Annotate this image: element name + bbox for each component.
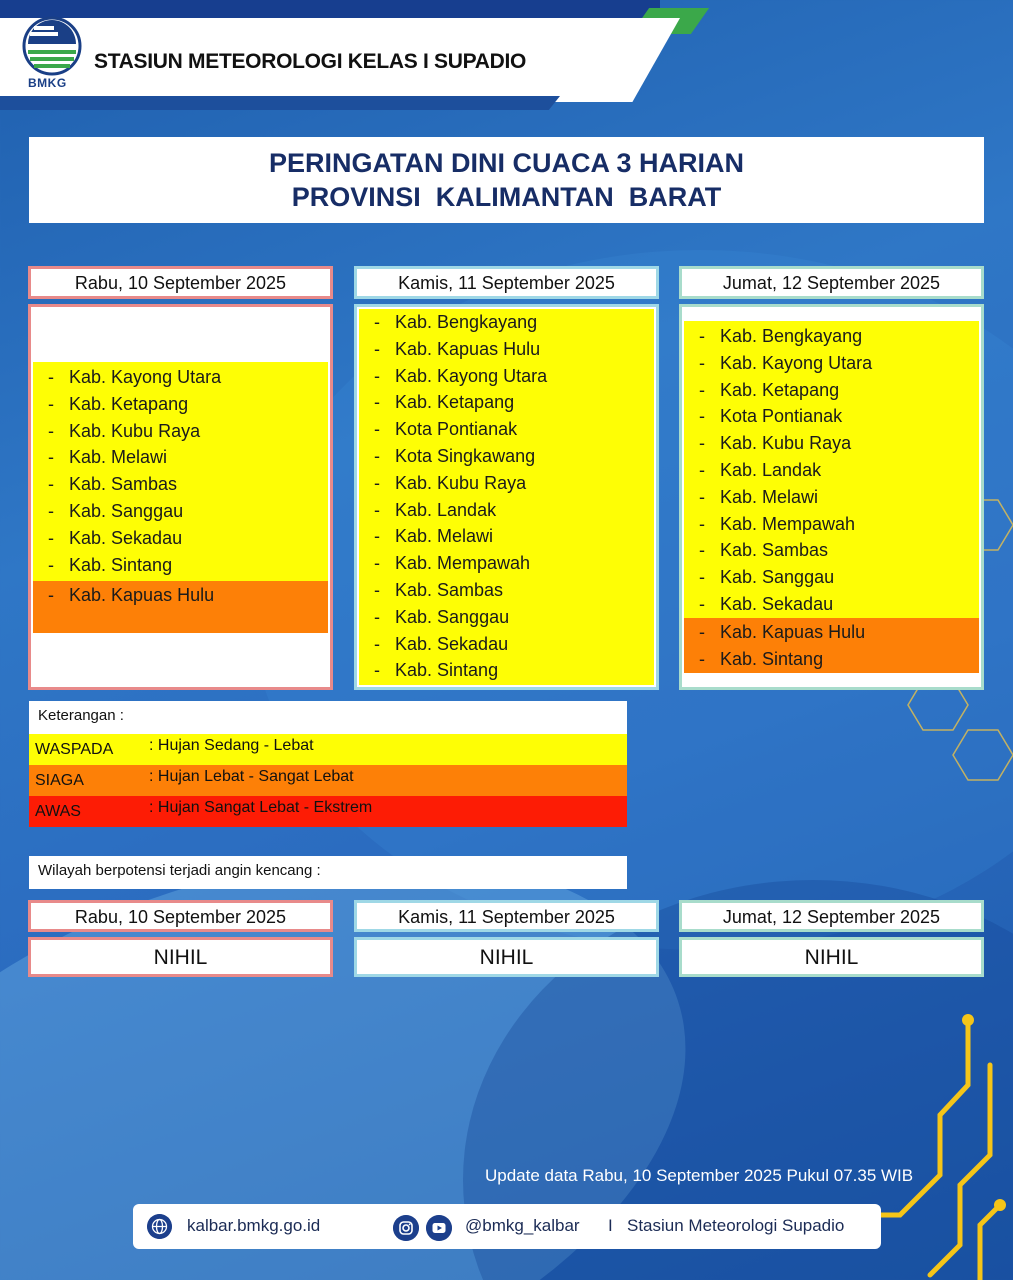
warning-list-day-3 xyxy=(679,304,984,690)
wind-heading: Wilayah berpotensi terjadi angin kencang : xyxy=(29,856,627,889)
list-item: - Kota Singkawang xyxy=(374,445,536,466)
wind-day-3: Jumat, 12 September 2025 xyxy=(679,900,984,932)
update-timestamp: Update data Rabu, 10 September 2025 Pukul 07.35 WIB xyxy=(485,1166,914,1185)
list-item: - Kab. Melawi xyxy=(699,486,819,507)
header-underline xyxy=(0,96,560,110)
instagram-icon[interactable] xyxy=(393,1215,419,1241)
station-name: STASIUN METEOROLOGI KELAS I SUPADIO xyxy=(94,50,527,73)
list-item: - Kab. Sekadau xyxy=(699,593,834,614)
list-item: - Kab. Sintang xyxy=(699,648,824,669)
list-item: - Kab. Ketapang xyxy=(374,392,515,413)
wind-value-2: NIHIL xyxy=(354,937,659,977)
list-item: - Kab. Kubu Raya xyxy=(699,433,852,454)
legend-row-awas xyxy=(29,796,627,827)
list-item: - Kab. Ketapang xyxy=(48,393,189,414)
footer-separator: I xyxy=(608,1216,613,1235)
list-item: - Kab. Mempawah xyxy=(699,513,856,534)
legend-level: WASPADA xyxy=(35,741,114,758)
wind-value-1: NIHIL xyxy=(28,937,333,977)
title-line-2: PROVINSI KALIMANTAN BARAT xyxy=(291,182,722,212)
legend-row-siaga xyxy=(29,765,627,796)
website-link[interactable]: kalbar.bmkg.go.id xyxy=(187,1216,321,1235)
legend-row-waspada xyxy=(29,734,627,765)
legend-desc: : Hujan Sedang - Lebat xyxy=(149,737,314,754)
legend-level: SIAGA xyxy=(35,772,84,789)
list-item: - Kab. Landak xyxy=(374,499,497,520)
waspada-block xyxy=(684,321,979,618)
list-item: - Kab. Kapuas Hulu xyxy=(699,622,866,642)
list-item: - Kab. Sambas xyxy=(699,540,829,561)
list-item: - Kab. Melawi xyxy=(48,447,168,468)
legend-desc: : Hujan Sangat Lebat - Ekstrem xyxy=(149,799,373,816)
list-item: - Kab. Sekadau xyxy=(374,633,509,654)
siaga-block xyxy=(684,618,979,673)
footer-station-name: Stasiun Meteorologi Supadio xyxy=(627,1216,845,1235)
list-item: - Kab. Sanggau xyxy=(374,606,510,627)
wind-value-3: NIHIL xyxy=(679,937,984,977)
list-item: - Kab. Sambas xyxy=(48,474,178,495)
wind-day-1: Rabu, 10 September 2025 xyxy=(28,900,333,932)
list-item: - Kab. Kubu Raya xyxy=(48,420,201,441)
globe-icon[interactable] xyxy=(147,1214,172,1239)
social-handle[interactable]: @bmkg_kalbar xyxy=(465,1216,580,1235)
list-item: - Kab. Landak xyxy=(699,459,822,480)
list-item: - Kab. Bengkayang xyxy=(699,326,863,346)
waspada-block xyxy=(33,362,328,581)
header-stripe xyxy=(0,0,660,20)
list-item: - Kab. Kubu Raya xyxy=(374,472,527,493)
logo-label: BMKG xyxy=(28,76,67,90)
day-header-3: Jumat, 12 September 2025 xyxy=(679,266,984,299)
warning-list-day-2 xyxy=(354,304,659,690)
list-item: - Kab. Sambas xyxy=(374,579,504,600)
waspada-block xyxy=(359,309,654,685)
list-item: - Kab. Sekadau xyxy=(48,527,183,548)
day-header-2: Kamis, 11 September 2025 xyxy=(354,266,659,299)
list-item: - Kab. Sintang xyxy=(48,554,173,575)
siaga-block xyxy=(33,581,328,633)
list-item: - Kab. Kayong Utara xyxy=(699,352,873,373)
list-item: - Kota Pontianak xyxy=(699,406,843,427)
day-header-1: Rabu, 10 September 2025 xyxy=(28,266,333,299)
list-item: - Kab. Kayong Utara xyxy=(374,365,548,386)
list-item: - Kota Pontianak xyxy=(374,419,518,440)
list-item: - Kab. Sanggau xyxy=(48,500,184,521)
footer-bar xyxy=(133,1204,881,1249)
list-item: - Kab. Bengkayang xyxy=(374,312,538,332)
legend-heading: Keterangan : xyxy=(29,701,627,734)
list-item: - Kab. Melawi xyxy=(374,526,494,547)
wind-day-2: Kamis, 11 September 2025 xyxy=(354,900,659,932)
list-item: - Kab. Kayong Utara xyxy=(48,367,222,387)
page-title xyxy=(29,137,984,223)
list-item: - Kab. Sintang xyxy=(374,660,499,681)
list-item: - Kab. Kapuas Hulu xyxy=(48,585,215,605)
list-item: - Kab. Kapuas Hulu xyxy=(374,338,541,359)
list-item: - Kab. Ketapang xyxy=(699,379,840,400)
warning-list-day-1 xyxy=(28,304,333,690)
legend-desc: : Hujan Lebat - Sangat Lebat xyxy=(149,768,354,785)
youtube-icon[interactable] xyxy=(426,1215,452,1241)
legend-level: AWAS xyxy=(35,803,81,820)
list-item: - Kab. Sanggau xyxy=(699,567,835,588)
list-item: - Kab. Mempawah xyxy=(374,553,531,574)
title-line-1: PERINGATAN DINI CUACA 3 HARIAN xyxy=(268,148,744,178)
